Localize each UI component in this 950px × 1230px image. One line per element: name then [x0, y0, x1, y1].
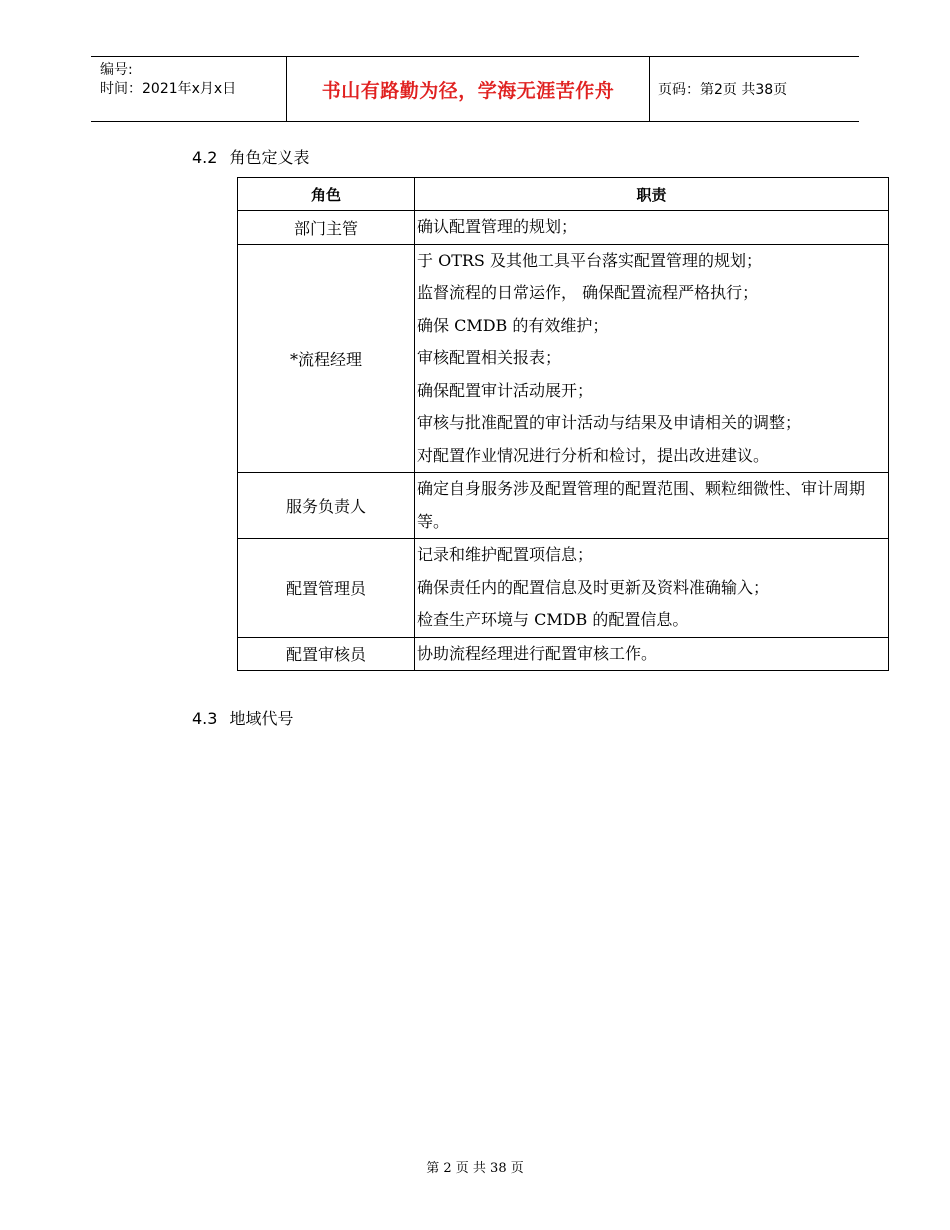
role-cell: 配置审核员	[238, 637, 415, 671]
table-row	[238, 637, 889, 671]
section-title: 角色定义表	[229, 148, 310, 167]
duty-item: 审核配置相关报表；	[417, 348, 562, 367]
page-header	[91, 56, 859, 122]
duty-cell	[415, 539, 889, 638]
duty-item: 检查生产环境与 CMDB 的配置信息。	[417, 610, 689, 629]
duty-item: 记录和维护配置项信息；	[417, 545, 594, 564]
table-row	[238, 244, 889, 473]
role-cell: 配置管理员	[238, 539, 415, 638]
page-footer	[0, 1157, 950, 1176]
motto-text: 书山有路勤为径，学海无涯苦作舟	[321, 79, 615, 102]
table-row	[238, 473, 889, 539]
role-cell: 部门主管	[238, 211, 415, 245]
header-motto-cell	[286, 57, 650, 121]
table-header-row	[238, 178, 889, 211]
section-number: 4.2	[192, 148, 218, 167]
header-meta	[91, 57, 286, 121]
table-row	[238, 211, 889, 245]
page-info-text: 页码：第2页 共38页	[658, 82, 788, 98]
duty-item: 监督流程的日常运作， 确保配置流程严格执行；	[417, 283, 759, 302]
duty-item: 审核与批准配置的审计活动与结果及申请相关的调整；	[417, 413, 802, 432]
duty-item: 确保责任内的配置信息及时更新及资料准确输入；	[417, 577, 770, 597]
section-number: 4.3	[192, 709, 218, 728]
duty-item: 确保配置审计活动展开；	[417, 380, 594, 400]
column-header-duty: 职责	[415, 178, 889, 211]
role-cell: 服务负责人	[238, 473, 415, 539]
column-header-role: 角色	[238, 178, 415, 211]
section-heading-4-3	[192, 706, 293, 729]
role-cell: *流程经理	[238, 244, 415, 473]
duty-item: 确认配置管理的规划；	[417, 217, 578, 236]
table-row	[238, 539, 889, 638]
duty-item: 确定自身服务涉及配置管理的配置范围、颗粒细微性、审计周期等。	[417, 479, 866, 531]
serial-label: 编号:	[100, 62, 133, 78]
duty-item: 于 OTRS 及其他工具平台落实配置管理的规划；	[417, 250, 762, 270]
role-definition-table	[237, 177, 889, 671]
duty-cell	[415, 244, 889, 473]
duty-item: 协助流程经理进行配置审核工作。	[417, 643, 658, 663]
time-label: 时间：2021年x月x日	[100, 81, 237, 97]
section-title: 地域代号	[229, 709, 294, 728]
duty-cell	[415, 473, 889, 539]
footer-page-number: 第 2 页 共 38 页	[426, 1161, 524, 1176]
duty-cell	[415, 637, 889, 671]
section-heading-4-2	[192, 145, 309, 168]
duty-item: 确保 CMDB 的有效维护；	[417, 315, 609, 335]
duty-item: 对配置作业情况进行分析和检讨，提出改进建议。	[417, 445, 770, 465]
duty-cell	[415, 211, 889, 245]
header-page-info	[650, 57, 859, 121]
